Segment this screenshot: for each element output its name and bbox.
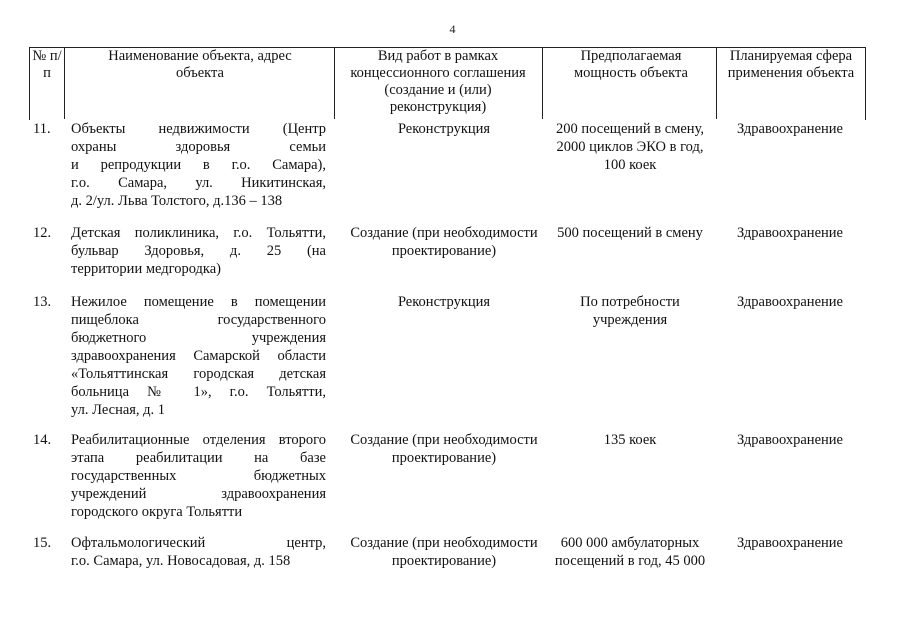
capacity: 500 посещений в смену <box>557 225 703 241</box>
object-name-line: учреждений здравоохранения <box>71 486 326 502</box>
row-number: 13. <box>33 294 52 310</box>
row-number: 11. <box>33 121 51 137</box>
work-type: Реконструкция <box>397 294 491 310</box>
object-name-line: Детская поликлиника, г.о. Тольятти, <box>71 225 326 241</box>
row-number: 12. <box>33 225 52 241</box>
object-name <box>71 293 326 419</box>
object-name-line: больница № 1», г.о. Тольятти, <box>71 384 326 400</box>
object-name-line: Офтальмологический центр, <box>71 535 326 551</box>
work-type: Реконструкция <box>397 121 491 137</box>
header-divider <box>716 47 717 119</box>
row-number: 15. <box>33 535 52 551</box>
header-num: № п/п <box>32 48 62 81</box>
object-name-line: здравоохранения Самарской области <box>71 348 326 364</box>
capacity: По потребности учреждения <box>580 294 680 328</box>
object-name-line: Нежилое помещение в помещении <box>71 294 326 310</box>
application-sphere: Здравоохранение <box>737 121 843 137</box>
object-name-line: бульвар Здоровья, д. 25 (на <box>71 243 326 259</box>
object-name-line: городского округа Тольятти <box>71 504 243 520</box>
object-name-line: и репродукции в г.о. Самара), <box>71 157 326 173</box>
object-name <box>71 120 326 210</box>
object-name-line: государственных бюджетных <box>71 468 326 484</box>
object-name-line: г.о. Самара, ул. Новосадовая, д. 158 <box>71 553 291 569</box>
application-sphere: Здравоохранение <box>737 225 843 241</box>
header-name: Наименование объекта, адрес объекта <box>108 48 292 81</box>
application-sphere: Здравоохранение <box>737 294 843 310</box>
header-sphere: Планируемая сфера применения объекта <box>727 48 855 81</box>
application-sphere: Здравоохранение <box>737 535 843 551</box>
object-name-line: «Тольяттинская городская детская <box>71 366 326 382</box>
object-name-line: Реабилитационные отделения второго <box>71 432 326 448</box>
object-name-line: г.о. Самара, ул. Никитинская, <box>71 175 326 191</box>
work-type: Создание (при необходимости проектирование) <box>350 535 538 569</box>
page-number: 4 <box>449 22 456 36</box>
work-type: Создание (при необходимости проектирование) <box>350 432 538 466</box>
object-name <box>71 534 326 570</box>
object-name <box>71 224 326 278</box>
row-number: 14. <box>33 432 52 448</box>
work-type: Создание (при необходимости проектирование) <box>350 225 538 259</box>
capacity: 200 посещений в смену, 2000 циклов ЭКО в год, 100 коек <box>555 121 704 173</box>
capacity: 600 000 амбулаторных посещений в год, 45 000 <box>554 535 706 569</box>
object-name-line: охраны здоровья семьи <box>71 139 326 155</box>
header-work: Вид работ в рамках концессионного соглашения (создание и (или) реконструкция) <box>350 48 526 115</box>
object-name-line: ул. Лесная, д. 1 <box>71 402 166 418</box>
object-name-line: этапа реабилитации на базе <box>71 450 326 466</box>
object-name-line: пищеблока государственного <box>71 312 326 328</box>
header-divider <box>542 47 543 119</box>
capacity: 135 коек <box>603 432 657 448</box>
object-name-line: Объекты недвижимости (Центр <box>71 121 326 137</box>
application-sphere: Здравоохранение <box>737 432 843 448</box>
object-name <box>71 431 326 521</box>
header-power: Предполагаемая мощность объекта <box>574 48 688 81</box>
object-name-line: территории медгородка) <box>71 261 222 277</box>
object-name-line: д. 2/ул. Льва Толстого, д.136 – 138 <box>71 193 283 209</box>
header-divider <box>334 47 335 119</box>
header-divider <box>64 47 65 119</box>
object-name-line: бюджетного учреждения <box>71 330 326 346</box>
